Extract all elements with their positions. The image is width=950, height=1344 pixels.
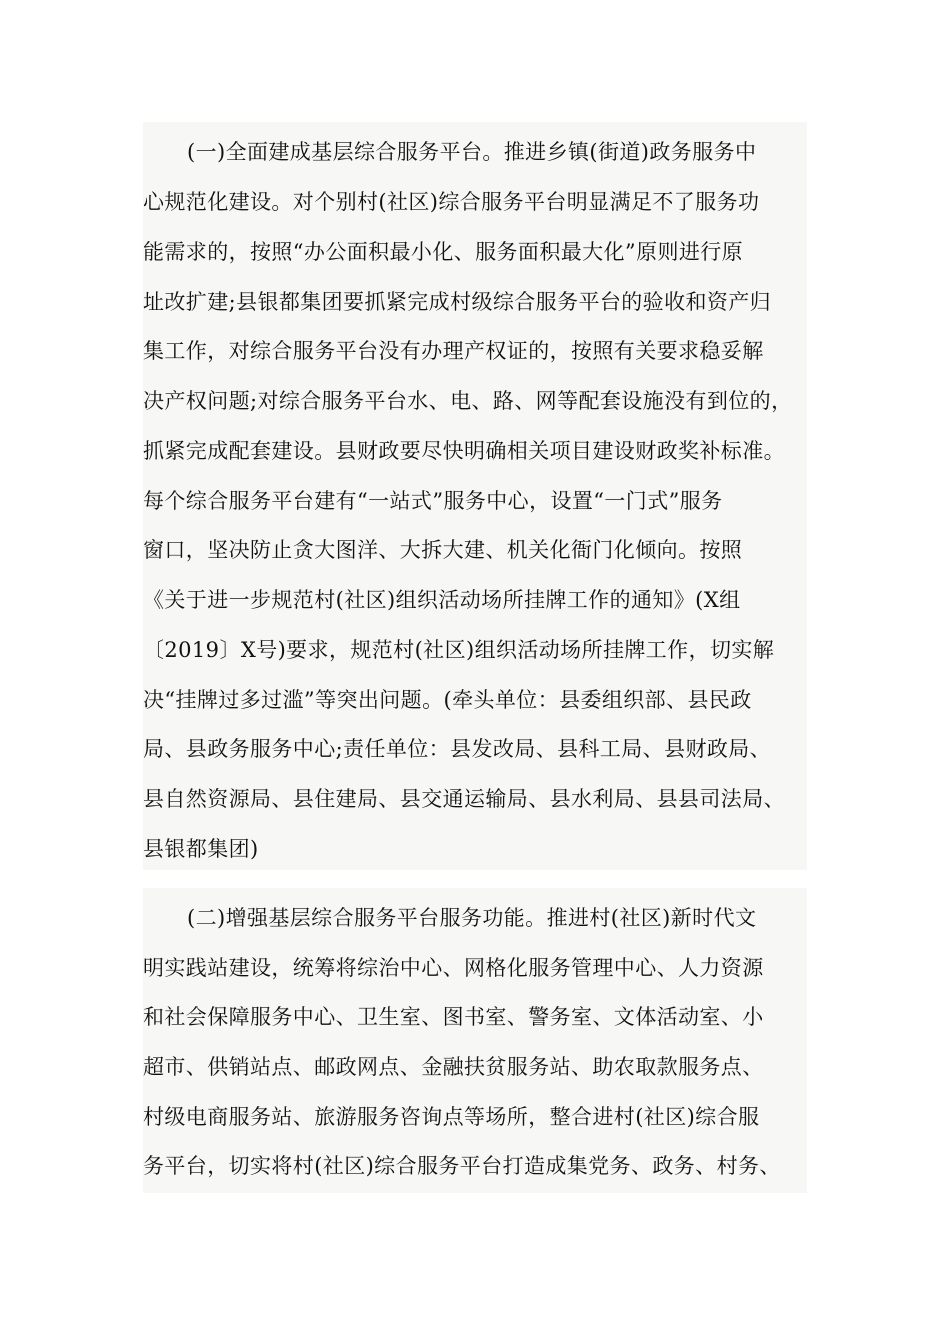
paragraph-line: 县银都集团) [143, 837, 259, 861]
section-2 [143, 888, 807, 1193]
paragraph-line: 局、县政务服务中心;责任单位：县发改局、县科工局、县财政局、 [143, 737, 772, 761]
section-1 [143, 122, 807, 870]
paragraph-line: 决“挂牌过多过滥”等突出问题。(牵头单位：县委组织部、县民政 [143, 688, 752, 712]
paragraph-line: (二)增强基层综合服务平台服务功能。推进村(社区)新时代文 [187, 906, 757, 930]
paragraph-line: 超市、供销站点、邮政网点、金融扶贫服务站、助农取款服务点、 [143, 1055, 764, 1079]
paragraph-line: (一)全面建成基层综合服务平台。推进乡镇(街道)政务服务中 [187, 140, 757, 164]
paragraph-line: 明实践站建设，统筹将综治中心、网格化服务管理中心、人力资源 [143, 956, 764, 980]
paragraph-line: 心规范化建设。对个别村(社区)综合服务平台明显满足不了服务功 [143, 190, 760, 214]
paragraph-line: 县自然资源局、县住建局、县交通运输局、县水利局、县县司法局、 [143, 787, 785, 811]
paragraph-line: 务平台，切实将村(社区)综合服务平台打造成集党务、政务、村务、 [143, 1154, 781, 1178]
paragraph-line: 能需求的，按照“办公面积最小化、服务面积最大化”原则进行原 [143, 240, 744, 264]
paragraph-line: 窗口，坚决防止贪大图洋、大拆大建、机关化衙门化倾向。按照 [143, 538, 743, 562]
paragraph-line: 抓紧完成配套建设。县财政要尽快明确相关项目建设财政奖补标准。 [143, 439, 785, 463]
paragraph-line: 每个综合服务平台建有“一站式”服务中心，设置“一门式”服务 [143, 489, 723, 513]
paragraph-line: 决产权问题;对综合服务平台水、电、路、网等配套设施没有到位的， [143, 389, 793, 413]
paragraph-line: 村级电商服务站、旅游服务咨询点等场所，整合进村(社区)综合服 [143, 1105, 760, 1129]
paragraph-line: 〔2019〕X号)要求，规范村(社区)组织活动场所挂牌工作，切实解 [143, 638, 775, 662]
paragraph-line: 址改扩建;县银都集团要抓紧完成村级综合服务平台的验收和资产归 [143, 290, 772, 314]
paragraph-line: 《关于进一步规范村(社区)组织活动场所挂牌工作的通知》(X组 [143, 588, 741, 612]
paragraph-line: 和社会保障服务中心、卫生室、图书室、警务室、文体活动室、小 [143, 1005, 764, 1029]
paragraph-line: 集工作，对综合服务平台没有办理产权证的，按照有关要求稳妥解 [143, 339, 764, 363]
